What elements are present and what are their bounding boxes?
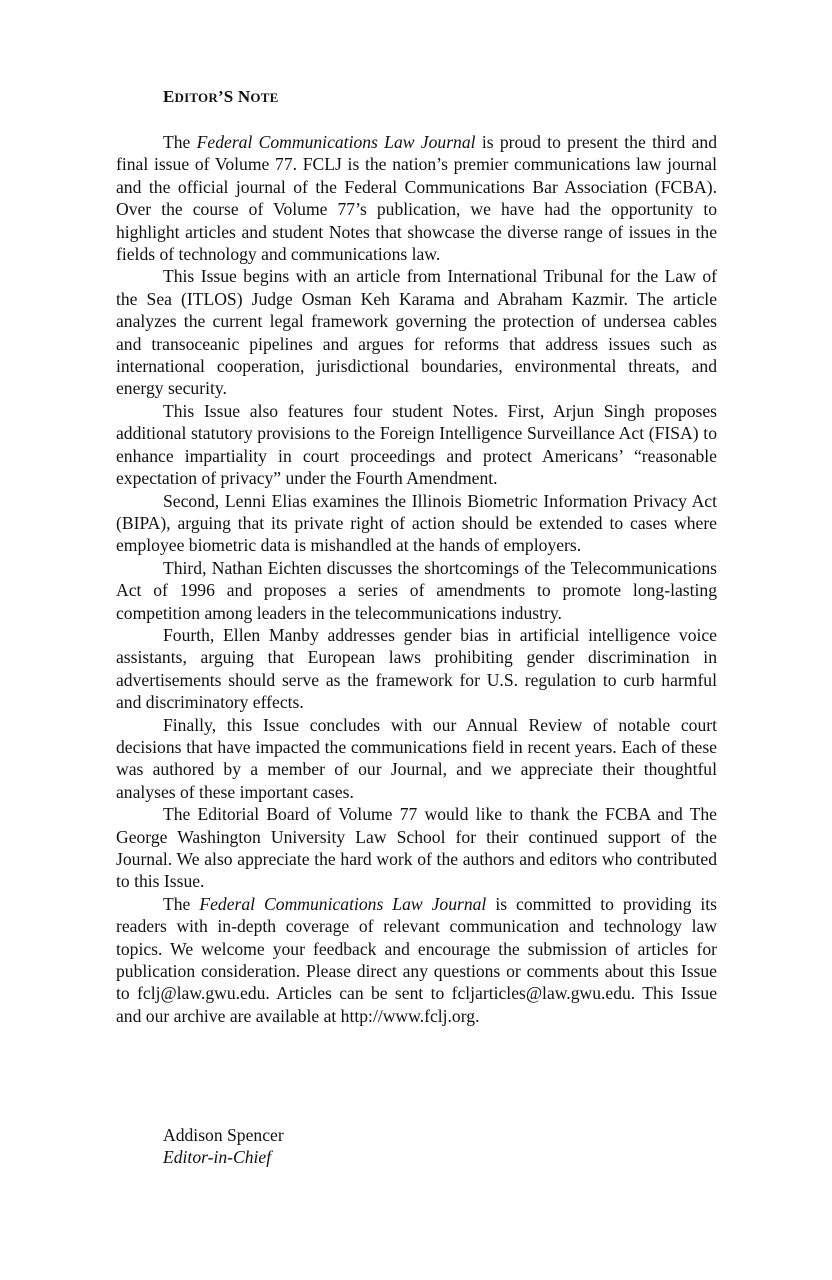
p9-lead: The <box>163 893 200 914</box>
paragraph-7: Finally, this Issue concludes with our Annual Review of notable court decisions that have impacted the communications field in recent years. Each of these was authored by a member of our Journal, and we appreciate their thoughtful analyses of these important cases. <box>116 714 717 802</box>
paragraph-3: This Issue also features four student Notes. First, Arjun Singh proposes additional statutory provisions to the Foreign Intelligence Surveillance Act (FISA) to enhance impartiality in court proceedings and protect Americans’ “reasonable expectation of privacy” under the Fourth Amendment. <box>116 400 717 489</box>
p1-lead: The <box>163 132 197 152</box>
paragraph-8: The Editorial Board of Volume 77 would like to thank the FCBA and The George Washington University Law School for their continued support of the Journal. We also appreciate the hard work of the authors and editors who contributed to this Issue. <box>116 804 717 892</box>
signature-block <box>163 1124 284 1169</box>
signature-name: Addison Spencer <box>163 1125 284 1145</box>
heading-letter-e: E <box>163 87 175 106</box>
heading-rest-1: DITOR <box>174 90 218 105</box>
paragraph-1 <box>116 131 717 265</box>
heading-apostrophe-s: ’S <box>217 87 234 106</box>
signature-title: Editor-in-Chief <box>163 1147 272 1168</box>
paragraph-6: Fourth, Ellen Manby addresses gender bias in artificial intelligence voice assistants, arguing that European laws prohibiting gender discrimination in advertisements should serve as the framework for U.S. regulation to curb harmful and discriminatory effects. <box>116 624 717 713</box>
body-text <box>116 131 717 1027</box>
paragraph-2: This Issue begins with an article from International Tribunal for the Law of the Sea (ITLOS) Judge Osman Keh Karama and Abraham Kazmir. The article analyzes the current legal framework governing the protection of undersea cables and transoceanic pipelines and argues for reforms that address issues such as international cooperation, jurisdictional boundaries, environmental threats, and energy security. <box>116 266 717 399</box>
paragraph-5: Third, Nathan Eichten discusses the shortcomings of the Telecommunications Act of 1996 and proposes a series of amendments to promote long-lasting competition among leaders in the telecommunications industry. <box>116 557 717 623</box>
p9-rest: is committed to providing its readers with in-depth coverage of relevant communication and technology law topics. We welcome your feedback and encourage the submission of articles for publication consideration. Please direct any questions or comments about this Issue to fclj@law.gwu.edu. Articles can be sent to fcljarticles@law.gwu.edu. This Issue and our archive are available at http://www.fclj.org. <box>116 893 717 1026</box>
page-heading <box>163 87 278 107</box>
journal-name: Federal Communications Law Journal <box>196 132 476 152</box>
heading-letter-n: N <box>237 87 251 106</box>
heading-rest-2: OTE <box>250 90 279 105</box>
paragraph-9 <box>116 893 717 1027</box>
journal-name: Federal Communications Law Journal <box>199 893 487 914</box>
paragraph-4: Second, Lenni Elias examines the Illinois Biometric Information Privacy Act (BIPA), arguing that its private right of action should be extended to cases where employee biometric data is mishandled at the hands of employers. <box>116 490 717 556</box>
p1-rest: is proud to present the third and final issue of Volume 77. FCLJ is the nation’s premier communications law journal and the official journal of the Federal Communications Bar Association (FCBA). Over the course of Volume 77’s publication, we have had the opportunity to highlight articles and student Notes that showcase the diverse range of issues in the fields of technology and communications law. <box>116 132 717 265</box>
